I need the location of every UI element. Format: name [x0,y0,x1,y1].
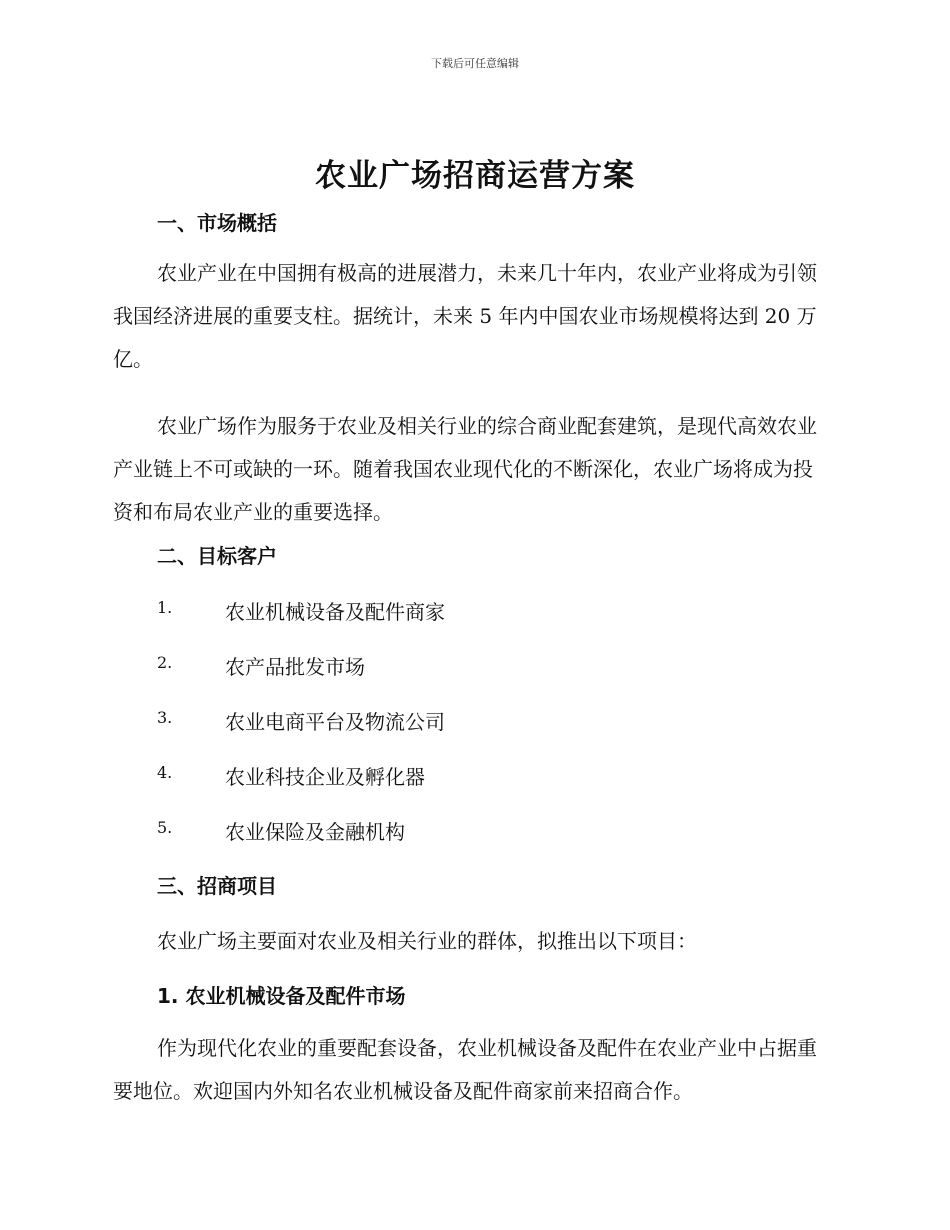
machinery-paragraph: 作为现代化农业的重要配套设备，农业机械设备及配件在农业产业中占据重要地位。欢迎国内外知名农业机械设备及配件商家前来招商合作。 [113,1036,817,1103]
projects-intro: 农业广场主要面对农业及相关行业的群体，拟推出以下项目： [157,929,697,953]
list-item-text: 农业机械设备及配件商家 [225,600,445,624]
list-item-text: 农业科技企业及孵化器 [225,765,425,789]
section-heading-target-customers: 二、目标客户 [157,544,277,568]
market-paragraph-1: 农业产业在中国拥有极高的进展潜力，未来几十年内，农业产业将成为引领我国经济进展的重要支柱。据统计，未来 5 年内中国农业市场规模将达到 20 万亿。 [113,261,817,371]
list-item-number: 3. [157,708,173,727]
list-item [157,761,757,787]
list-item [157,651,757,677]
header-note: 下载后可任意编辑 [431,57,519,70]
list-item-number: 2. [157,653,173,672]
list-item-text: 农业电商平台及物流公司 [225,710,445,734]
list-item [157,706,757,732]
list-item-text: 农业保险及金融机构 [225,820,405,844]
subsection-heading-machinery: 1. 农业机械设备及配件市场 [157,984,406,1008]
list-item-text: 农产品批发市场 [225,655,365,679]
document-title: 农业广场招商运营方案 [315,158,635,194]
list-item-number: 1. [157,598,173,617]
market-paragraph-2: 农业广场作为服务于农业及相关行业的综合商业配套建筑，是现代高效农业产业链上不可或缺的一环。随着我国农业现代化的不断深化，农业广场将成为投资和布局农业产业的重要选择。 [113,414,817,524]
list-item-number: 5. [157,818,173,837]
list-item-number: 4. [157,763,173,782]
section-heading-projects: 三、招商项目 [157,874,277,898]
section-heading-market: 一、市场概括 [157,211,277,235]
list-item [157,816,757,842]
list-item [157,596,757,622]
